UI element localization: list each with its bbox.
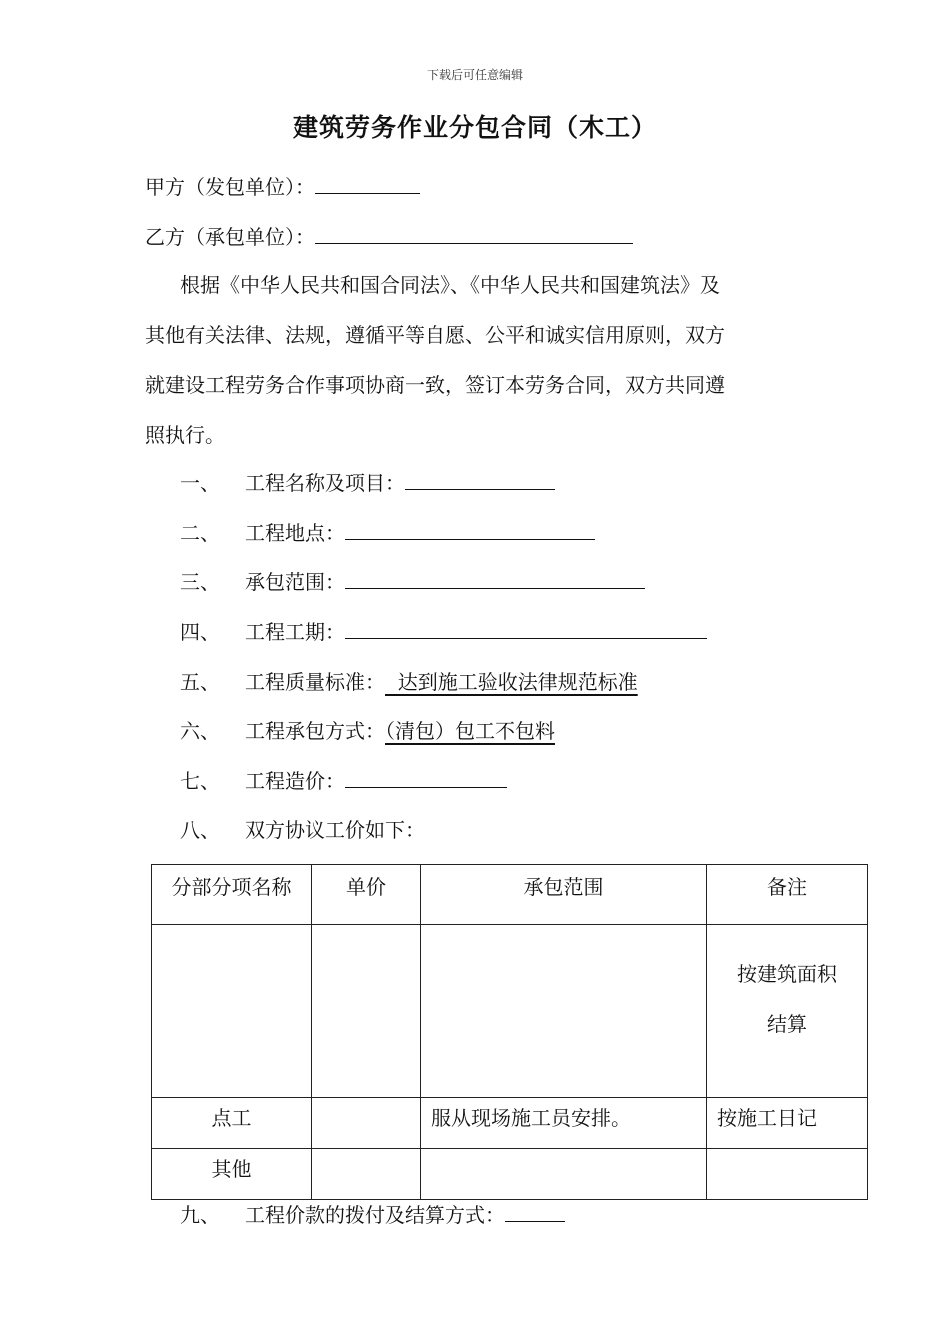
note-line: 结算 [767,1012,807,1036]
item-number: 一、 [180,471,220,495]
item-label: 工程地点： [245,521,345,545]
table-cell[interactable] [312,1098,421,1149]
item-number: 五、 [180,670,220,694]
table-header: 备注 [707,865,868,925]
table-row [152,1098,868,1149]
intro-line: 照执行。 [145,423,225,447]
table-cell[interactable]: 其他 [152,1149,312,1200]
table-cell[interactable] [421,925,707,1098]
table-header: 单价 [312,865,421,925]
item-label: 工程价款的拨付及结算方式： [245,1203,505,1227]
table-header-row [152,865,868,925]
item-agreed-price [180,815,425,845]
item-number: 六、 [180,719,220,743]
intro-line: 其他有关法律、法规，遵循平等自愿、公平和诚实信用原则，双方 [145,323,725,347]
item-label: 工程承包方式： [245,719,385,743]
project-name-blank[interactable] [405,469,555,490]
item-number: 三、 [180,570,220,594]
party-a-blank[interactable] [315,173,420,194]
item-cost [180,766,507,796]
table-header: 承包范围 [421,865,707,925]
document-title: 建筑劳务作业分包合同（木工） [292,113,657,142]
table-row [152,1149,868,1200]
item-quality [180,667,638,697]
duration-blank[interactable] [345,618,707,639]
table-cell[interactable]: 点工 [152,1098,312,1149]
item-label: 双方协议工价如下： [245,818,425,842]
table-cell[interactable] [312,1149,421,1200]
table-cell-note[interactable] [707,925,868,1098]
item-number: 九、 [180,1203,220,1227]
item-contract-mode [180,716,555,746]
item-label: 工程质量标准： [245,670,385,694]
table-cell[interactable] [312,925,421,1098]
item-project-name [180,468,555,498]
table-cell[interactable] [152,925,312,1098]
location-blank[interactable] [345,519,595,540]
item-label: 承包范围： [245,570,345,594]
note-line: 按建筑面积 [737,962,837,986]
item-number: 七、 [180,769,220,793]
intro-line: 根据《中华人民共和国合同法》、《中华人民共和国建筑法》及 [180,273,720,297]
payment-blank[interactable] [505,1201,565,1222]
contract-mode-value[interactable]: （清包）包工不包料 [385,719,555,743]
party-b-line [145,222,633,252]
party-b-label: 乙方（承包单位）： [145,225,315,249]
item-label: 工程造价： [245,769,345,793]
party-a-label: 甲方（发包单位）： [145,175,315,199]
item-number: 二、 [180,521,220,545]
cost-blank[interactable] [345,767,507,788]
table-cell[interactable]: 按施工日记 [707,1098,868,1149]
table-cell[interactable] [707,1149,868,1200]
table-cell[interactable]: 服从现场施工员安排。 [421,1098,707,1149]
item-location [180,518,595,548]
party-b-blank[interactable] [315,223,633,244]
price-table [151,864,868,1200]
item-label: 工程名称及项目： [245,471,405,495]
table-header: 分部分项名称 [152,865,312,925]
item-duration [180,617,707,647]
intro-line: 就建设工程劳务合作事项协商一致，签订本劳务合同，双方共同遵 [145,373,725,397]
item-number: 四、 [180,620,220,644]
scope-blank[interactable] [345,568,645,589]
party-a-line [145,172,420,202]
item-payment [180,1200,565,1230]
item-number: 八、 [180,818,220,842]
item-scope [180,567,645,597]
header-note: 下载后可任意编辑 [426,68,523,82]
table-row [152,925,868,1098]
table-cell[interactable] [421,1149,707,1200]
quality-standard-value[interactable]: 达到施工验收法律规范标准 [385,670,638,694]
intro-paragraph [145,260,810,460]
item-label: 工程工期： [245,620,345,644]
